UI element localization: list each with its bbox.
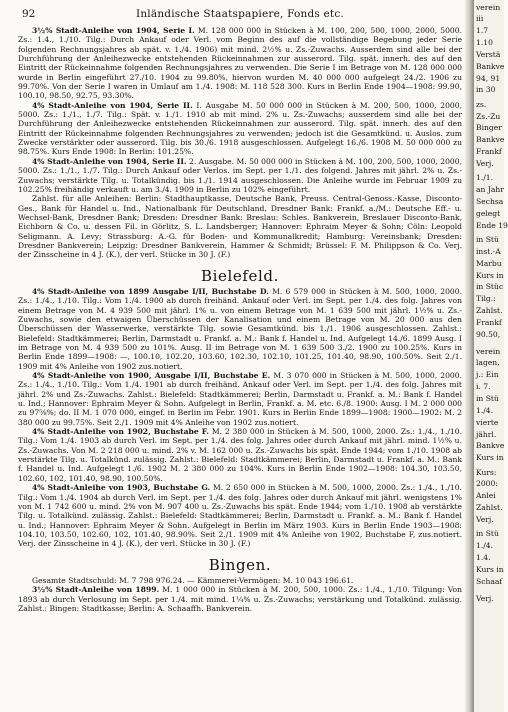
bond-heading: 4% Stadt-Anleihe von 1902, Buchstabe F. (32, 427, 210, 437)
adjacent-page-fragment: 2000: (476, 479, 498, 489)
adjacent-page-fragment: 1.10 (476, 38, 493, 48)
adjacent-page-fragment: Anlei (476, 491, 496, 501)
adjacent-page-fragment: jährl. (476, 429, 497, 439)
paragraph (18, 371, 462, 427)
bingen-summary: Gesamte Stadtschuld: M. 7 798 976.24. — Kämmerei-Vermögen: M. 10 043 196.61. (32, 575, 354, 585)
adjacent-page-fragment: Zs.-Zu (476, 111, 501, 121)
adjacent-page-fragment: Verj. (476, 593, 494, 603)
adjacent-page-edge (474, 0, 508, 712)
adjacent-page-fragment: 1./4. (476, 541, 494, 551)
adjacent-page-fragment: 94, 91 (476, 73, 501, 83)
paragraph-text: M. 2 380 000 in Stücken à M. 500, 1000, 2000. Zs.: 1./4., 1./10. Tilg.: Vom 1./4. 1903 ab durch Verl. im Sept. per 1./4. des folg. Jahres oder durch Ankauf mit jährl. mind. 1½% u. Zs.-Zuwachs. Von M. 2 218 000 u. mind. 2% v. M. 162 000 u. Zs.-Zuwachs bis spät. Ende 1944; vom 1./10. 1908 ab verstärkte Tilg. u. Totalkünd. zulässig. Zahlst.: Bielefeld: Stadtkämmerei; Berlin, Darmstadt u. Frankf. a. M.: Bank f. Handel u. Ind. Aufgelegt 1./6. 1902 M. 2 380 000 zu 104%. Kurs in Berlin Ende 1902—1908: 104.30, 103.50, 102.60, 102, 101.40, 98.90, 100.50%. (18, 427, 462, 483)
adjacent-page-fragment: Kurs: (476, 467, 497, 477)
page-header (18, 8, 462, 26)
running-title: Inländische Staatspapiere, Fonds etc. (136, 8, 344, 20)
adjacent-page-fragment: gelegt (476, 208, 501, 218)
paragraph (18, 427, 462, 483)
paragraph-text: 2. Ausgabe. M. 50 000 000 in Stücken à M. 100, 200, 500, 1000, 2000, 5000. Zs.: 1./1., 1./7. Tilg.: Durch Ankauf oder Verlos. im Sept. per 1./1. des folgend. Jahres mit jährl. 2% u. Zs.-Zuwachs; verstärkte Tilg. u. Totalkündig. bis 1./1. 1914 ausgeschlossen. Die Anleihe wurde im Februar 1909 zu 102.25% freihändig verkauft u. am 3./4. 1909 in Berlin zu 102% eingeführt. (18, 156, 462, 194)
adjacent-page-fragment: iii (476, 14, 484, 24)
adjacent-page-fragment: Schaaf (476, 576, 503, 586)
bond-heading: 4% Stadt-Anleihe von 1900, Ausgabe I/II, Buchstabe E. (32, 371, 271, 381)
adjacent-page-fragment: Bankve (476, 61, 505, 71)
adjacent-page-fragment: Bankve (476, 441, 505, 451)
paragraph (18, 287, 462, 371)
adjacent-page-fragment: lagen, (476, 358, 500, 368)
adjacent-page-fragment: in Stüc (476, 282, 504, 292)
bielefeld-paragraphs (18, 287, 462, 549)
adjacent-page-fragment: in Stü (476, 394, 499, 403)
adjacent-page-fragment: Verstä (476, 49, 501, 59)
adjacent-page-fragment: in 30 (476, 85, 496, 95)
bond-heading: 3½% Stadt-Anleihe von 1904, Serie I. (32, 26, 195, 35)
bingen-paragraphs (18, 585, 462, 613)
adjacent-page-fragment: Bankve (476, 135, 505, 145)
adjacent-page-fragment: Binger (476, 123, 502, 133)
adjacent-page-fragment: Tilg.: (476, 294, 496, 304)
adjacent-page-fragment: in Stü (476, 235, 499, 245)
adjacent-page-fragment: 1.7 (476, 26, 489, 36)
paragraph (18, 194, 462, 259)
adjacent-page-fragment: 90.50, (476, 329, 501, 339)
adjacent-page-fragment: Frankf (476, 317, 502, 327)
adjacent-page-fragment: verein (476, 346, 501, 356)
adjacent-page-fragment: 1./1. (476, 173, 494, 183)
adjacent-page-fragment: i. 7. (476, 382, 491, 392)
paragraph-text: M. 1 000 000 in Stücken à M. 200, 500, 1000. Zs.: 1./4., 1./10. Tilgung: Von 1893 ab durch Verlosung im Sept. per 1./4. mit mind. 1¼% u. Zs.-Zuwachs; verstärkung und Totalkünd. zulässig. Zahlst.: Bingen: Stadtkasse; Berlin: A. Schaaffh. Bankverein. (18, 585, 463, 613)
page-fold-shadow (464, 0, 474, 712)
adjacent-page-fragment: in Stü (476, 529, 499, 539)
paragraph-text: M. 6 579 000 in Stücken à M. 500, 1000, 2000. Zs.: 1./4., 1./10. Tilg.: Vom 1./4. 1900 ab durch freihänd. Ankauf oder Verl. im Sept. per 1./4. des folg. Jahres von einem Betrage von M. 4 939 500 mit jährl. 1% u. von einem Betrage von M. 1 639 500 mit jährl. 1½% u. Zs.-Zuwachs, sowie den etwaigen Überschüssen der Kanalisation und einem Betrage von M. 20 000 aus den Überschüssen der Wasserwerke, verstärkte Tilg. sowie Gesamtkünd. bis 1./1. 1906 ausgeschlossen. Zahlst.: Bielefeld: Stadtkämmerei; Berlin, Darmstadt u. Frankf. a. M.: Bank f. Handel u. Ind. Aufgelegt 14./6. 1899 Ausg. I im Betrage von M. 4 939 500 zu 101%. Ausg. II im Betrage von M. 1 639 500 3./2. 1900 zu 100.25%. Kurs in Berlin Ende 1899—1908: —, 100.10, 102.20, 103.60, 102.30, 102.10, 101.25, 101.40, 98.90, 100.50%. Seit 2./1. 1909 mit 4% Anleihe von 1902 zus.notiert. (18, 286, 462, 371)
adjacent-page-fragment: an Jahr (476, 185, 504, 195)
adjacent-page-fragment: Sechsa (476, 197, 504, 206)
paragraph (18, 101, 462, 157)
section-title-bielefeld: Bielefeld. (201, 266, 279, 285)
paragraph (18, 26, 462, 101)
paragraph-text: M. 3 070 000 in Stücken à M. 500, 1000, 2000. Zs.: 1./4., 1./10. Tilg.: Vom 1./4. 1901 ab durch freihänd. Ankauf oder Verl. im Sept. per 1./4. des folg. Jahres mit jährl. 2% und Zs.-Zuwachs. Zahlst.: Bielefeld: Stadtkämmerei; Berlin, Darmstadt u. Frankf. a. M.: Bank f. Handel u. Ind.; Hannover: Ephraim Meyer & Sohn. Aufgelegt in Berlin, Frankf. a. M. etc. 6./8. 1900: Ausg. I M. 2 000 000 zu 97⅝%; do. II M. 1 070 000, eingef. in Berlin im Febr. 1901. Kurs in Berlin Ende 1899—1908: 1900—1902: M. 2 380 000 zu 99.75%. Seit 2./1. 1909 mit 4% Anleihe von 1902 zus.notiert. (18, 371, 462, 427)
adjacent-page-fragment: Verj. (476, 158, 494, 168)
adjacent-page-fragment: Kurs in (476, 564, 504, 574)
adjacent-page-fragment: 1.4. (476, 552, 491, 562)
paragraph-text: M. 128 000 000 in Stücken à M. 100, 200, 500, 1000, 2000, 5000. Zs.: 1.4., 1./10. Tilg.: Durch Ankauf oder Verl. vom Beginn des auf die vollständige Begebung jeder Serie folgenden Rechnungsjahres ab spät. v. 1./4. 1906) mit mind. 2½% u. Zs.-Zuwachs. Ausserdem sind alle bei der Durchführung der Anleihezwecke entstehenden Rückeinnahmen zur ausserord. Tilg. spät. innerh. des auf den Eintritt der Rückeinnahme folgenden Rechnungsjahres zu verwenden. Die Serie I im Betrage von M. 128 000 000 wurde in Berlin eingeführt 27./10. 1904 zu 99.80%, hiervon wurden M. 40 000 000 aufgelegt 24./2. 1906 zu 99.70%. Von der Serie I waren in Umlauf am 1./4. 1908: M. 118 528 300. Kurs in Berlin Ende 1904—1908: 99.90, 100.10, 98.50, 92.75, 93.30%. (18, 26, 463, 101)
adjacent-page-fragment: inst.-A (476, 246, 501, 256)
paragraph-text: I. Ausgabe M. 50 000 000 in Stücken à M. 200, 500, 1000, 2000, 5000. Zs.: 1./1., 1./7. Tilg.: Spät. v. 1./1. 1910 ab mit mind. 2% u. Zs.-Zuwachs; ausserdem sind alle bei der Durchführung der Anleihezwecke entstehenden Rückeinnahmen zur ausserord. Tilg. spät. innerh. des auf den Eintritt der Rückeinnahme folgenden Rechnungsjahres zu verwenden; jedoch ist die Gesamtkünd. u. Auslos. zum Zwecke verstärkter oder ausserord. Tilg. bis 30./6. 1918 ausgeschlossen. Aufgelegt 16./6. 1908 M. 50 000 000 zu 98.75%. Kurs Ende 1908: In Berlin: 101.25%. (18, 100, 462, 157)
bond-heading: 3½% Stadt-Anleihe von 1899. (32, 585, 160, 595)
page-number: 92 (22, 8, 36, 20)
bond-heading: 4% Stadt-Anleihe von 1899 Ausgabe I/II, Buchstabe D. (32, 286, 269, 296)
paragraph-text: Zahlst. für alle Anleihen: Berlin: Stadthauptkasse, Deutsche Bank, Preuss. Central-Genoss.-Kasse, Disconto-Ges., Bank für Handel u. Ind., Nationalbank für Deutschland, Dresdner Bank: Frankf. a./M.: Deutsche Eff.- u. Wechsel-Bank, Dresdner Bank; Dresden: Dresdner Bank: Breslau: Schles. Bankverein, Breslauer Disconto-Bank, Eichborn & Co. u. dessen Fil. in Görlitz, S. L. Landsberger; Hannover: Ephraim Meyer & Sohn; Cöln: Leopold Seligmann. A. Levy; Strassburg: A.-G. für Boden- und Kommunalkredit; Hamburg: Vereinsbank; Dresden: Dresdner Bankverein; Leipzig: Dresdner Bankverein, Hammer & Schmidt; Brüssel: F. M. Philippson & Co. Verj. der Zinsscheine in 4 J. (K.), der verl. Stücke in 30 J. (F.) (18, 194, 462, 260)
adjacent-page-fragment: Zahlst. (476, 503, 503, 513)
adjacent-page-fragment: Verj. (476, 514, 494, 524)
paragraph-text: M. 2 650 000 in Stücken à M. 500, 1000, 2000. Zs.: 1./4., 1./10. Tilg.: Vom 1./4. 1904 ab durch Verl. im Sept. per 1./4. des folg. Jahres oder durch Ankauf mit jährl. wenigstens 1% von M. 1 742 600 u. mind. 2% von M. 907 400 u. Zs.-Zuwachs bis spät. Ende 1944; vom 1./10. 1908 ab verstärkte Tilg. u. Totalkünd. zulässig. Zahlst.: Bielefeld: Stadtkämmerei; Berlin, Darmstadt u. Frankf. a. M.: Bank f. Handel u. Ind.; Hannover: Ephraim Meyer & Sohn. Aufgelegt in Berlin im März 1903. Kurs in Berlin Ende 1903—1908: 104.10, 103.50, 102.60, 102, 101.40, 98.90%. Seit 2./1. 1909 mit 4% Anleihe von 1902, Buchstabe F, zus.notiert. Verj. der Zinsscheine in 4 J. (K.), der verl. Stücke in 30 J. (F.) (18, 483, 462, 549)
adjacent-page-fragment: zs. (476, 99, 487, 109)
body-text (18, 26, 462, 613)
adjacent-page-fragment: Ende 19 (476, 220, 508, 230)
paragraph (18, 483, 462, 548)
top-paragraphs (18, 26, 462, 260)
bond-heading: 4% Stadt-Anleihe von 1904, Serie II. (32, 100, 193, 110)
adjacent-page-fragment: verein (476, 2, 501, 12)
paragraph (18, 585, 462, 613)
adjacent-page-fragment: Zahlst. (476, 306, 503, 316)
paragraph (18, 157, 462, 194)
adjacent-page-fragment: Kurs in (476, 453, 504, 463)
adjacent-page-fragment: j.: Ein (476, 370, 499, 380)
adjacent-page-fragment: vierte (476, 417, 499, 427)
bond-heading: 4% Stadt-Anleihe von 1903, Buchstabe G. (32, 483, 211, 493)
adjacent-page-fragment: 1./4. (476, 405, 494, 415)
bond-heading: 4% Stadt-Anleihe von 1904, Serie II. (32, 156, 187, 166)
adjacent-page-fragment: Kurs in (476, 270, 504, 280)
adjacent-page-fragment: Frankf (476, 147, 502, 157)
adjacent-page-fragment: Marbu (476, 258, 502, 268)
section-title-bingen: Bingen. (208, 555, 272, 574)
